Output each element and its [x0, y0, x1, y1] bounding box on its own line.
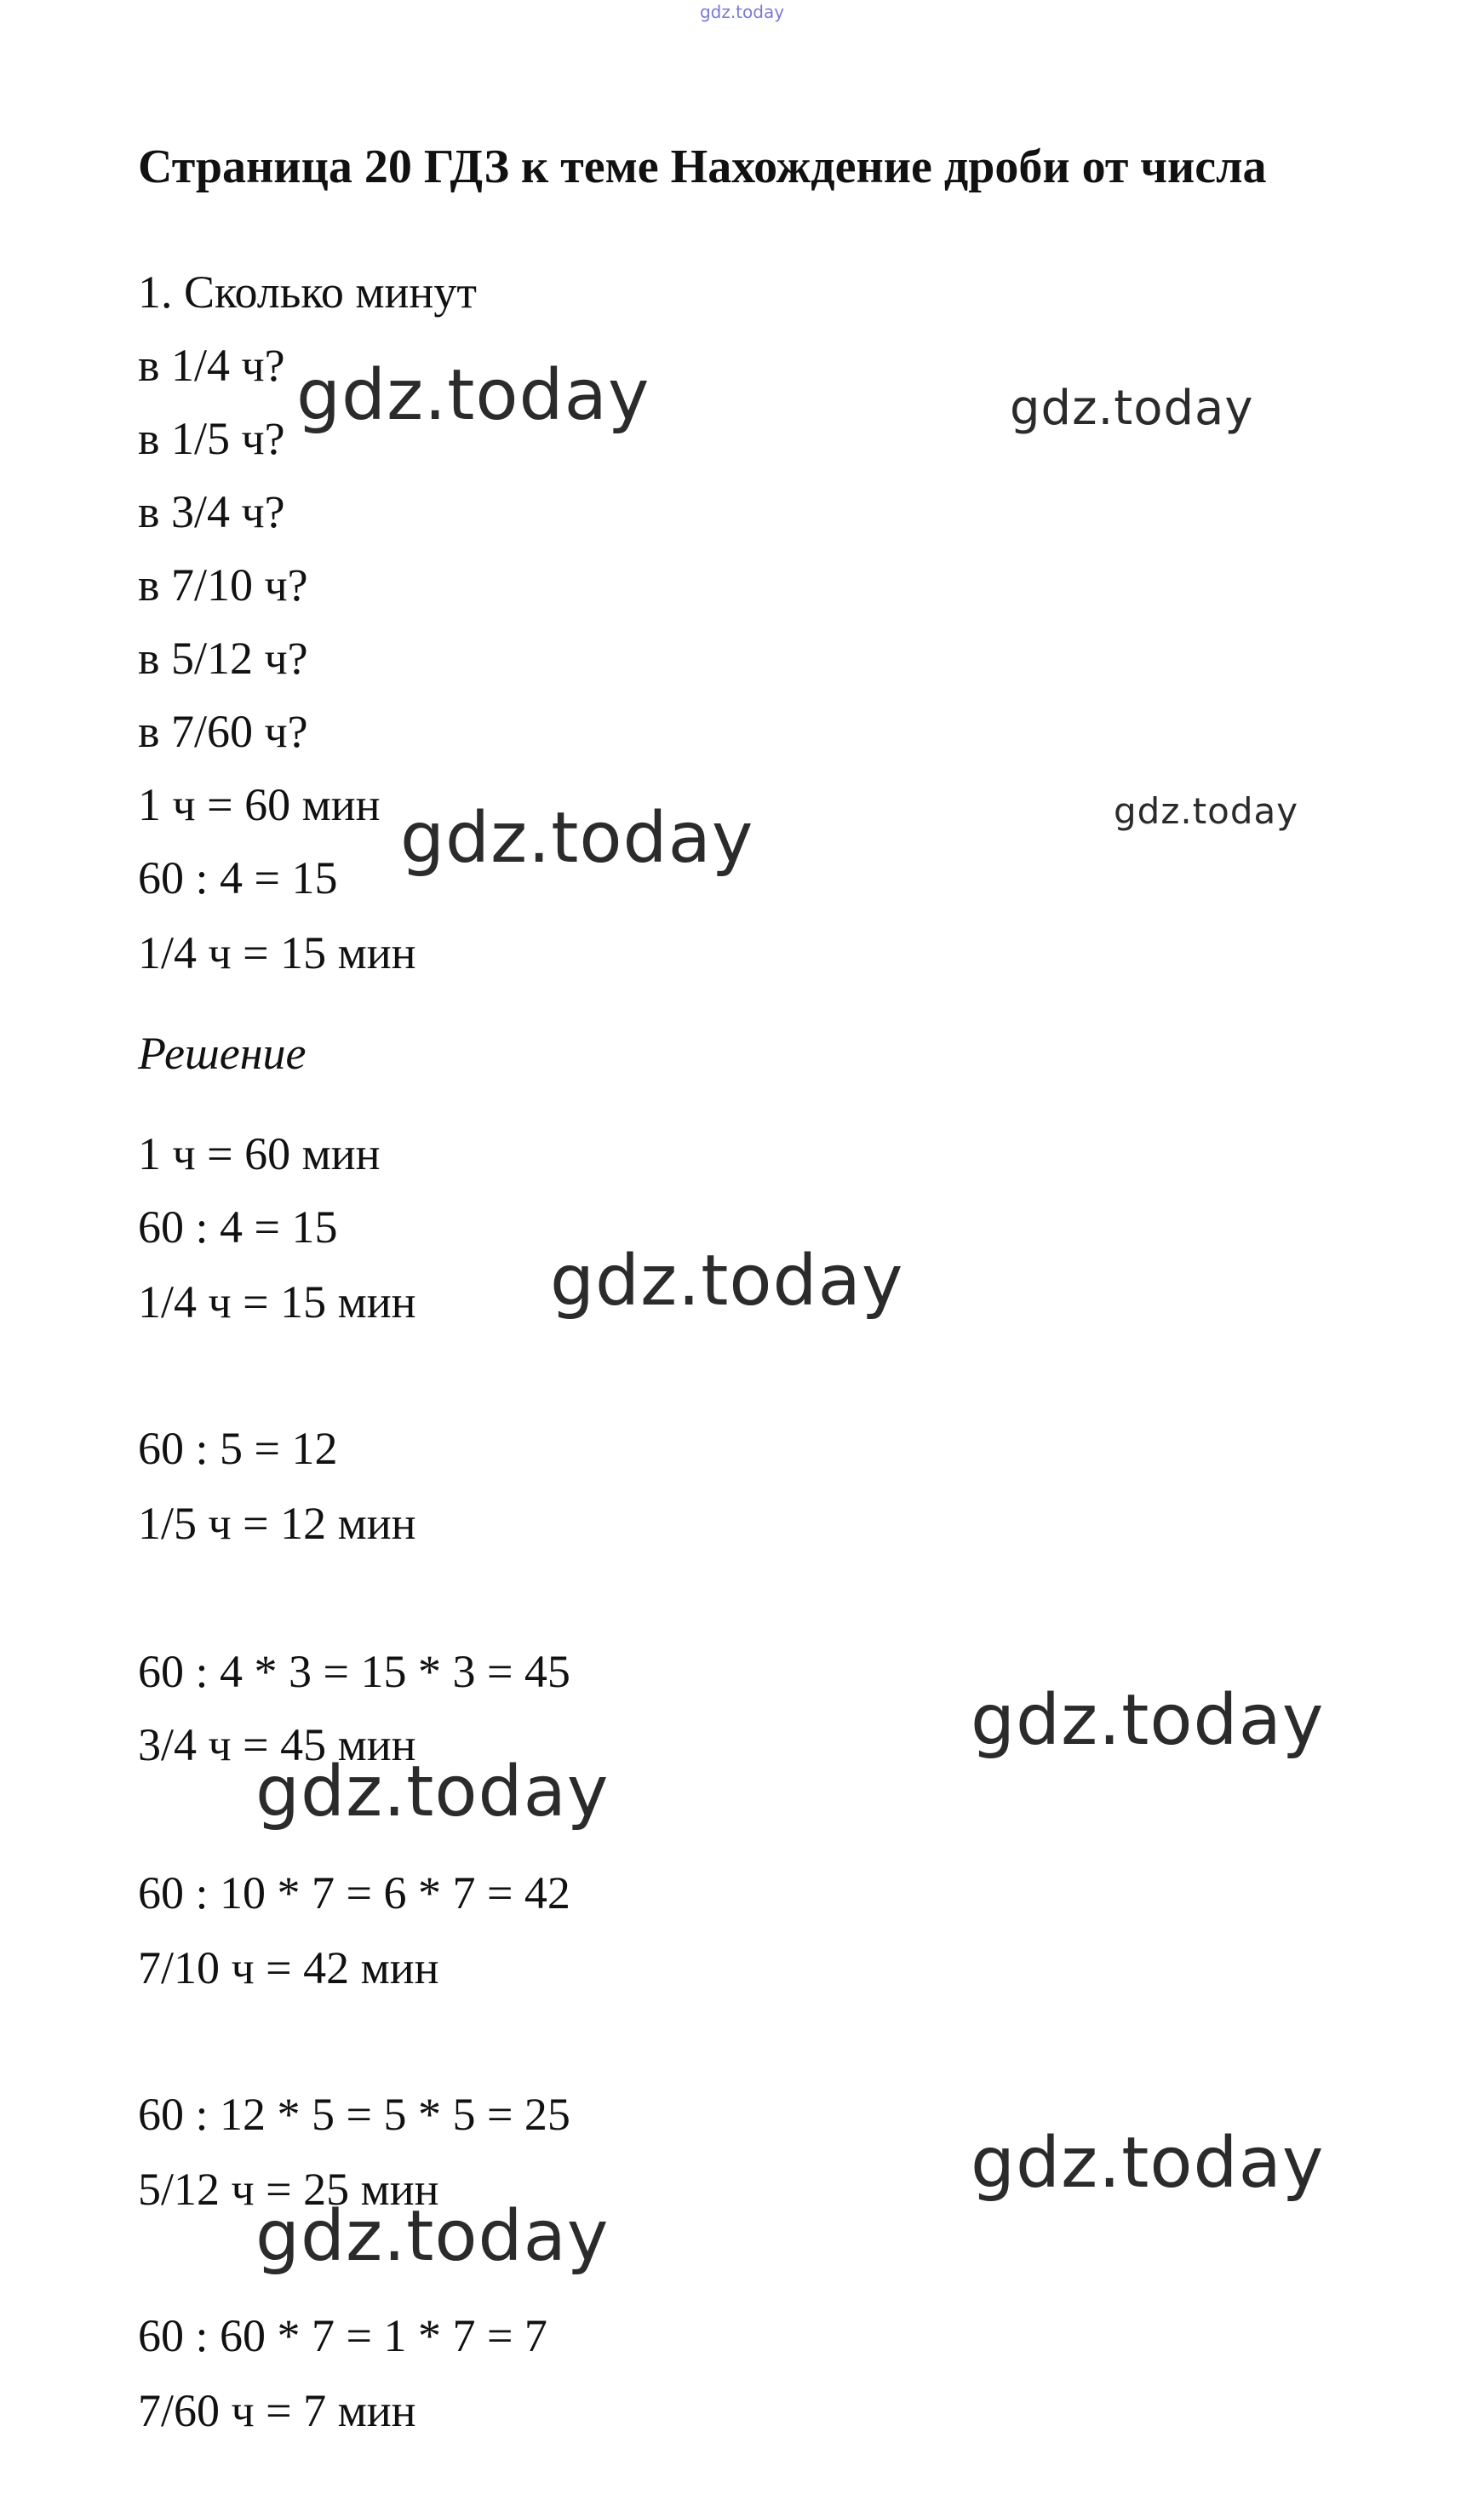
watermark: gdz.today	[400, 798, 754, 879]
question-line: в 1/5 ч?	[138, 413, 285, 464]
example-line: 1/4 ч = 15 мин	[138, 927, 416, 978]
solution-line: 60 : 4 * 3 = 15 * 3 = 45	[138, 1646, 570, 1697]
watermark: gdz.today	[296, 355, 650, 436]
example-line: 1 ч = 60 мин	[138, 779, 381, 830]
question-line: в 1/4 ч?	[138, 340, 285, 391]
solution-line: 60 : 60 * 7 = 1 * 7 = 7	[138, 2310, 547, 2361]
watermark: gdz.today	[1010, 381, 1254, 436]
watermark: gdz.today	[971, 2123, 1325, 2204]
watermark: gdz.today	[255, 2196, 610, 2277]
solution-line: 60 : 4 = 15	[138, 1201, 338, 1253]
question-line: в 5/12 ч?	[138, 633, 308, 684]
solution-line: 1/4 ч = 15 мин	[138, 1276, 416, 1328]
question-line: в 7/60 ч?	[138, 706, 308, 757]
task-heading: 1. Сколько минут	[138, 267, 477, 318]
watermark: gdz.today	[1114, 790, 1299, 832]
example-line: 60 : 4 = 15	[138, 852, 338, 903]
solution-line: 5/12 ч = 25 мин	[138, 2164, 439, 2215]
solution-line: 60 : 12 * 5 = 5 * 5 = 25	[138, 2089, 570, 2140]
solution-line: 3/4 ч = 45 мин	[138, 1719, 416, 1770]
watermark: gdz.today	[550, 1241, 904, 1322]
solution-line: 1/5 ч = 12 мин	[138, 1498, 416, 1549]
solution-line: 7/60 ч = 7 мин	[138, 2385, 416, 2436]
watermark: gdz.today	[971, 1680, 1325, 1761]
page-title: Страница 20 ГДЗ к теме Нахождение дроби от числа	[138, 140, 1267, 193]
question-line: в 3/4 ч?	[138, 486, 285, 537]
question-line: в 7/10 ч?	[138, 559, 308, 611]
solution-label: Решение	[138, 1028, 307, 1079]
solution-line: 7/10 ч = 42 мин	[138, 1942, 439, 1993]
watermark: gdz.today	[255, 1752, 610, 1832]
solution-line: 1 ч = 60 мин	[138, 1128, 381, 1179]
solution-line: 60 : 10 * 7 = 6 * 7 = 42	[138, 1867, 570, 1918]
header-watermark: gdz.today	[699, 2, 785, 22]
solution-line: 60 : 5 = 12	[138, 1423, 338, 1474]
